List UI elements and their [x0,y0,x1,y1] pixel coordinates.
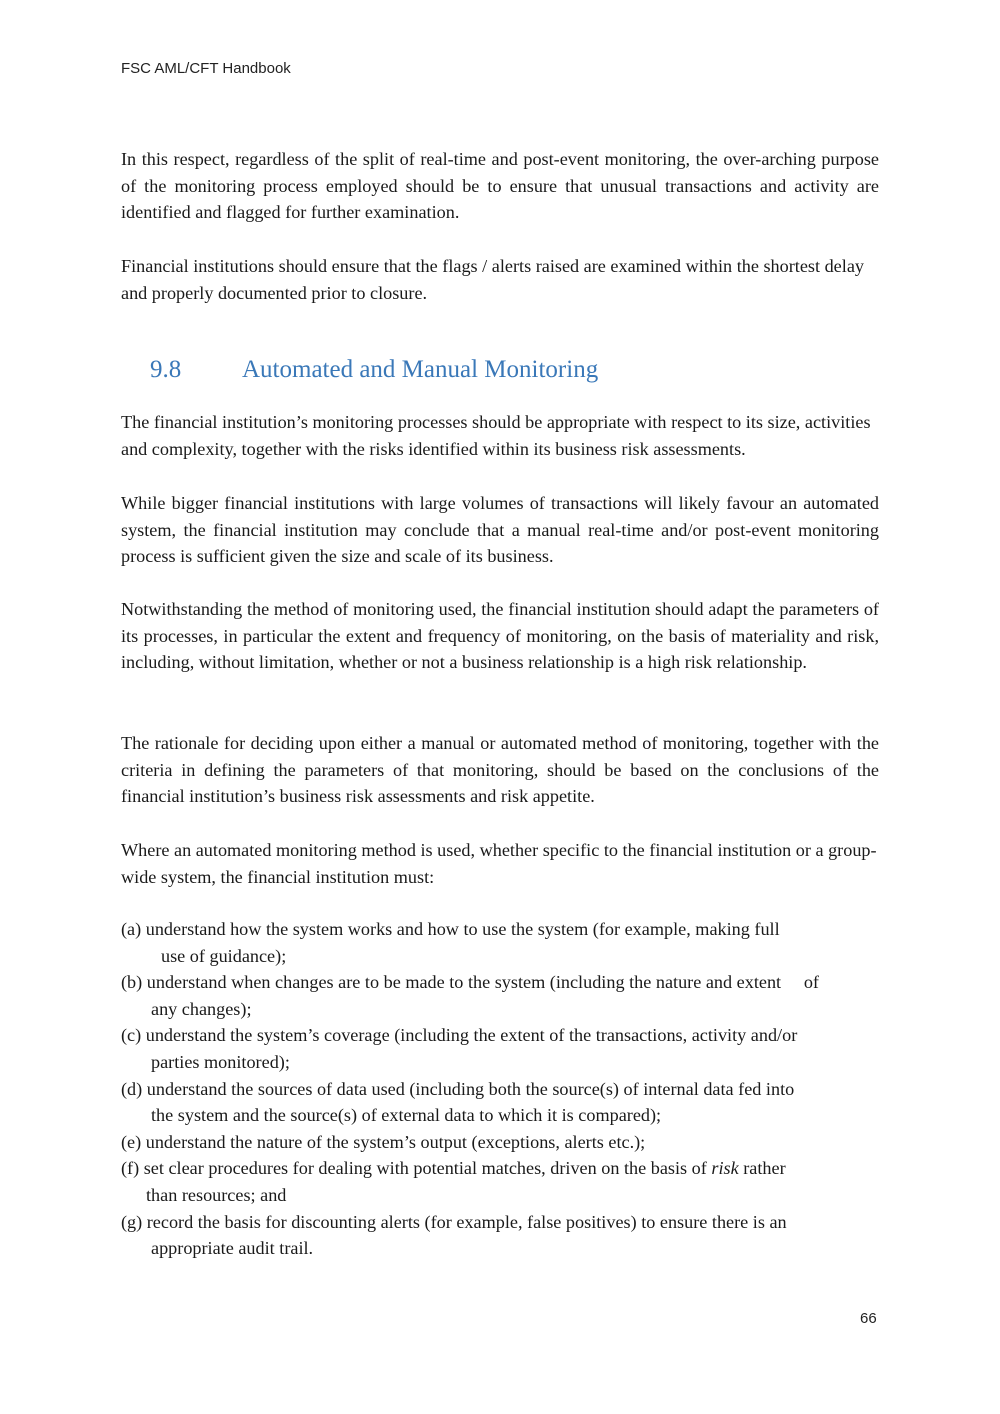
list-item-line: (g) record the basis for discounting alerts (for example, false positives) to ensure there is an [121,1211,787,1232]
list-item-line: parties monitored); [151,1051,290,1072]
list-item-line: (b) understand when changes are to be made to the system (including the nature and extent of [121,972,819,993]
body-paragraph: While bigger financial institutions with large volumes of transactions will likely favour an automated system, the financial institution may conclude that a manual real-time and/or post-event monitoring process is sufficient given the size and scale of its business. [121,493,879,567]
list-item-line: the system and the source(s) of external data to which it is compared); [151,1105,662,1126]
list-item [121,1022,881,1075]
body-paragraph: The rationale for deciding upon either a manual or automated method of monitoring, together with the criteria in defining the parameters of that monitoring, should be based on the conclusions of the financial institution’s business risk assessments and risk appetite. [121,733,879,807]
body-paragraph: Notwithstanding the method of monitoring used, the financial institution should adapt the parameters of its processes, in particular the extent and frequency of monitoring, on the basis of materiality and risk, including, without limitation, whether or not a business relationship is a high risk relationship. [121,599,879,673]
body-paragraph: Financial institutions should ensure that the flags / alerts raised are examined within the shortest delay and properly documented prior to closure. [121,256,864,303]
list-item-line: (c) understand the system’s coverage (including the extent of the transactions, activity and/or [121,1025,798,1046]
body-paragraph: In this respect, regardless of the split of real-time and post-event monitoring, the over-arching purpose of the monitoring process employed should be to ensure that unusual transactions and activity are identified and flagged for further examination. [121,149,879,223]
section-title: Automated and Manual Monitoring [242,356,599,383]
list-item-emphasis: risk [711,1158,739,1179]
section-number: 9.8 [150,356,182,383]
list-item-line: than resources; and [146,1184,287,1205]
list-item-text: rather [738,1158,786,1179]
list-item [121,1076,881,1129]
requirements-list [121,916,881,1262]
list-item-line: appropriate audit trail. [151,1238,314,1259]
list-item [121,1209,881,1262]
list-item-text: (f) set clear procedures for dealing with potential matches, driven on the basis of [121,1158,712,1179]
list-item-line: use of guidance); [161,945,287,966]
list-item [121,916,881,969]
running-header: FSC AML/CFT Handbook [121,60,291,77]
list-item [121,969,881,1022]
list-item-line: (d) understand the sources of data used (including both the source(s) of internal data fed into [121,1078,795,1099]
list-item-line: (a) understand how the system works and how to use the system (for example, making full [121,919,780,939]
body-paragraph: The financial institution’s monitoring processes should be appropriate with respect to its size, activities and complexity, together with the risks identified within its business risk assessments. [121,412,871,459]
list-item-line [121,1155,881,1182]
body-paragraph: Where an automated monitoring method is used, whether specific to the financial institution or a group-wide system, the financial institution must: [121,840,877,887]
list-item-line: any changes); [151,998,252,1019]
list-item [121,1129,881,1156]
page-number: 66 [860,1310,877,1327]
list-item [121,1155,881,1208]
section-heading [150,356,598,384]
list-item-line: (e) understand the nature of the system’s output (exceptions, alerts etc.); [121,1131,646,1152]
